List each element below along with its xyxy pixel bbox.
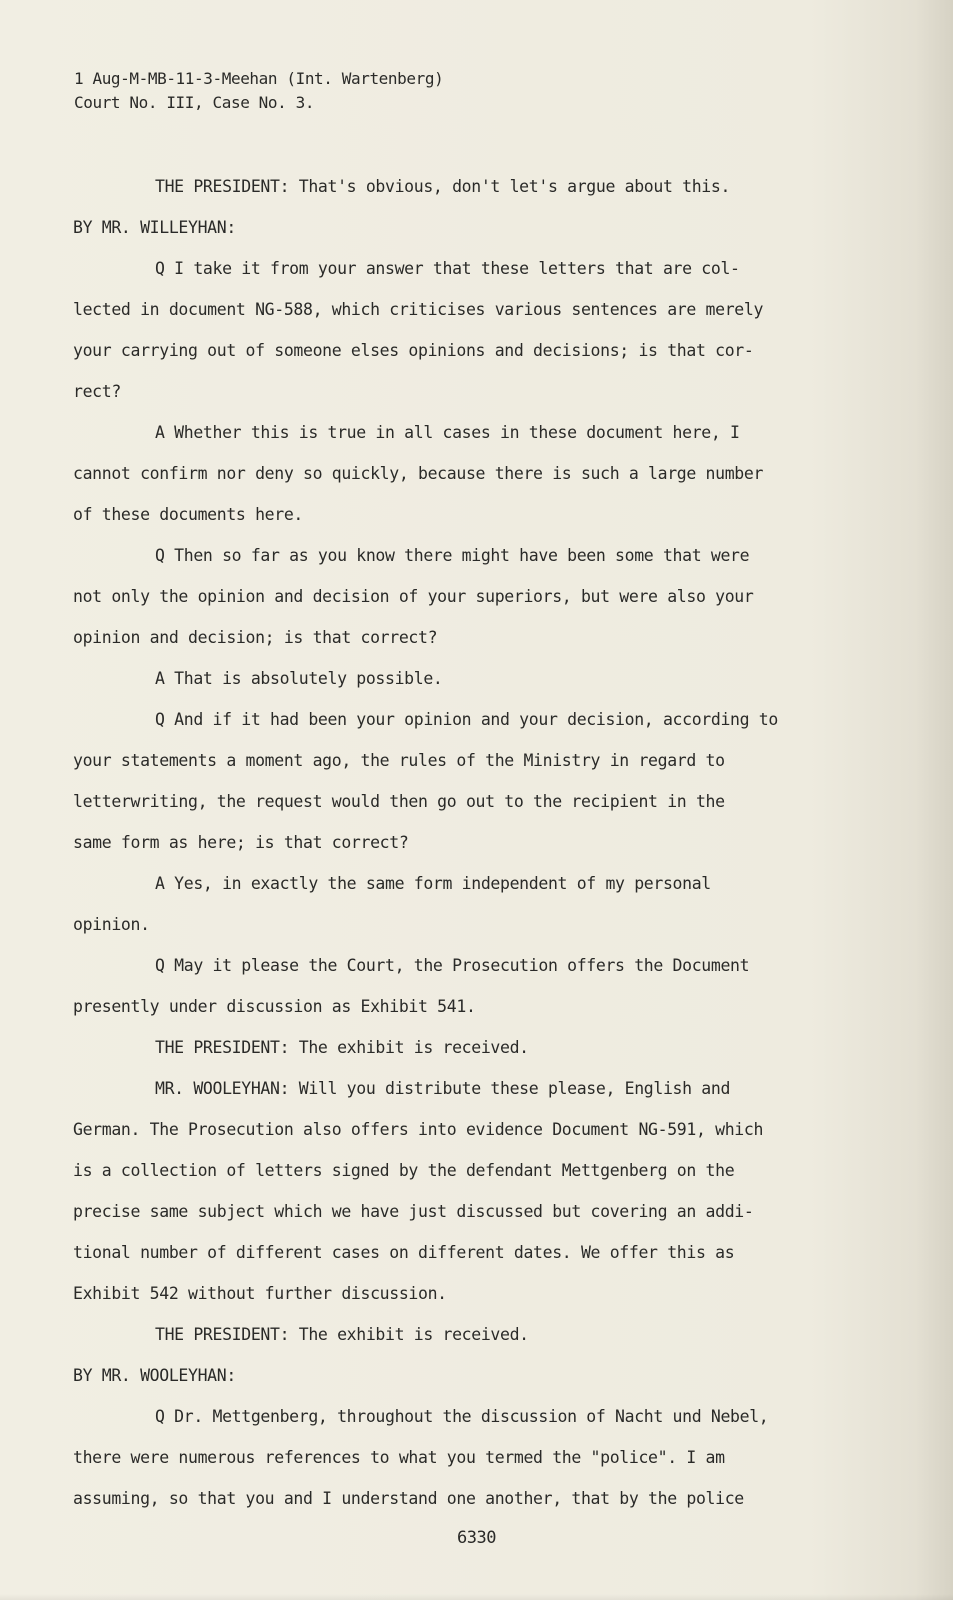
transcript-line: opinion.: [73, 915, 150, 934]
transcript-line: Q I take it from your answer that these letters that are col-: [155, 259, 740, 278]
transcript-line: is a collection of letters signed by the defendant Mettgenberg on the: [73, 1161, 735, 1180]
transcript-line: your carrying out of someone elses opinions and decisions; is that cor-: [73, 341, 754, 360]
transcript-line: not only the opinion and decision of your superiors, but were also your: [73, 587, 754, 606]
transcript-line: cannot confirm nor deny so quickly, because there is such a large number: [73, 464, 764, 483]
transcript-line: A That is absolutely possible.: [155, 669, 443, 688]
transcript-line: A Yes, in exactly the same form independent of my personal: [155, 874, 711, 893]
transcript-line: Q Dr. Mettgenberg, throughout the discussion of Nacht und Nebel,: [155, 1407, 769, 1426]
transcript-line: Q May it please the Court, the Prosecution offers the Document: [155, 956, 750, 975]
page-edge-shadow: [0, 1594, 953, 1600]
transcript-line: MR. WOOLEYHAN: Will you distribute these please, English and: [155, 1079, 731, 1098]
transcript-line: presently under discussion as Exhibit 541.: [73, 997, 476, 1016]
transcript-line: there were numerous references to what you termed the "police". I am: [73, 1448, 725, 1467]
transcript-line: A Whether this is true in all cases in these document here, I: [155, 423, 740, 442]
transcript-line: assuming, so that you and I understand one another, that by the police: [73, 1489, 744, 1508]
transcript-line: rect?: [73, 382, 121, 401]
transcript-line: THE PRESIDENT: The exhibit is received.: [155, 1038, 529, 1057]
transcript-line: same form as here; is that correct?: [73, 833, 409, 852]
page-number: 6330: [457, 1528, 496, 1548]
transcript-line: letterwriting, the request would then go out to the recipient in the: [73, 792, 725, 811]
transcript-line: opinion and decision; is that correct?: [73, 628, 438, 647]
transcript-line: Exhibit 542 without further discussion.: [73, 1284, 447, 1303]
transcript-line: precise same subject which we have just discussed but covering an addi-: [73, 1202, 754, 1221]
transcript-line: German. The Prosecution also offers into evidence Document NG-591, which: [73, 1120, 764, 1139]
transcript-line: lected in document NG-588, which criticises various sentences are merely: [73, 300, 764, 319]
transcript-line: THE PRESIDENT: That's obvious, don't let's argue about this.: [155, 177, 731, 196]
header-line-2: Court No. III, Case No. 3.: [74, 93, 315, 112]
transcript-body: [73, 166, 853, 1519]
transcript-line: Q Then so far as you know there might have been some that were: [155, 546, 750, 565]
transcript-line: BY MR. WILLEYHAN:: [73, 218, 236, 237]
transcript-line: BY MR. WOOLEYHAN:: [73, 1366, 236, 1385]
transcript-line: tional number of different cases on different dates. We offer this as: [73, 1243, 735, 1262]
transcript-line: THE PRESIDENT: The exhibit is received.: [155, 1325, 529, 1344]
transcript-line: Q And if it had been your opinion and your decision, according to: [155, 710, 778, 729]
document-header: [74, 67, 443, 115]
transcript-line: your statements a moment ago, the rules of the Ministry in regard to: [73, 751, 725, 770]
header-line-1: 1 Aug-M-MB-11-3-Meehan (Int. Wartenberg): [74, 69, 444, 88]
transcript-line: of these documents here.: [73, 505, 304, 524]
